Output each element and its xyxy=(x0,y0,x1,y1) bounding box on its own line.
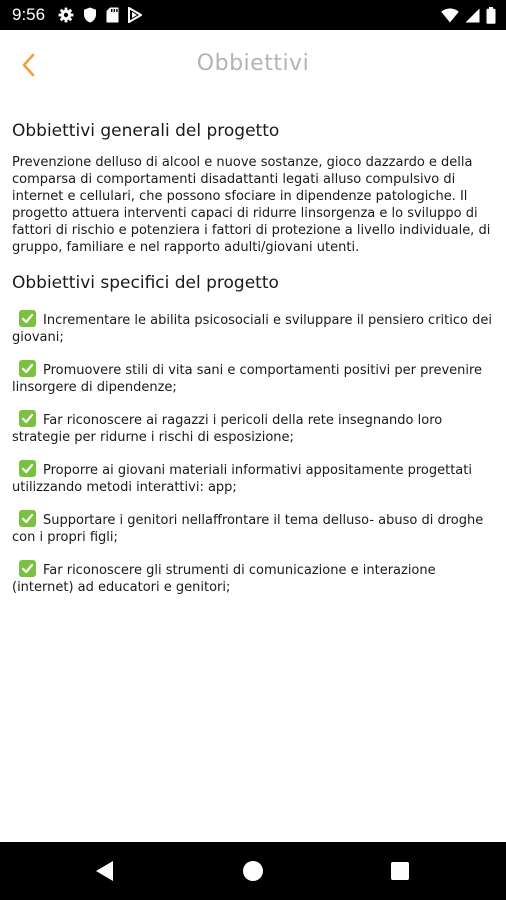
objective-item xyxy=(12,560,494,596)
check-mark-icon xyxy=(19,360,36,377)
wifi-icon xyxy=(441,8,459,23)
objective-text: Promuovere stili di vita sani e comportamenti positivi per prevenire linsorgere di dipendenze; xyxy=(12,363,483,395)
nav-back-button[interactable] xyxy=(94,860,114,886)
signal-icon xyxy=(465,8,480,23)
specific-objectives-heading: Obbiettivi specifici del progetto xyxy=(12,273,279,293)
status-time: 9:56 xyxy=(12,5,46,24)
content-area xyxy=(12,120,494,610)
objective-item xyxy=(12,510,494,546)
objective-item xyxy=(12,360,494,396)
battery-icon xyxy=(486,7,496,24)
navigation-bar xyxy=(0,842,506,900)
page-title: Obbiettivi xyxy=(196,51,310,76)
objective-item xyxy=(12,460,494,496)
status-icons-left xyxy=(58,7,142,23)
app-header xyxy=(0,30,506,98)
shield-icon xyxy=(83,7,97,23)
check-mark-icon xyxy=(19,410,36,427)
general-objectives-heading: Obbiettivi generali del progetto xyxy=(12,121,280,141)
objective-item xyxy=(12,310,494,346)
check-mark-icon xyxy=(19,310,36,327)
check-mark-icon xyxy=(19,560,36,577)
status-bar xyxy=(0,0,506,30)
gear-icon xyxy=(58,7,74,23)
objective-item xyxy=(12,410,494,446)
objective-text: Far riconoscere ai ragazzi i pericoli della rete insegnando loro strategie per ridurne i rischi di esposizione; xyxy=(12,413,443,445)
objective-text: Incrementare le abilita psicosociali e sviluppare il pensiero critico dei giovani; xyxy=(12,313,492,345)
status-icons-right xyxy=(441,7,496,23)
check-mark-icon xyxy=(19,460,36,477)
check-mark-icon xyxy=(19,510,36,527)
sd-card-icon xyxy=(106,7,119,23)
play-protect-icon xyxy=(128,7,142,23)
general-objectives-text: Prevenzione delluso di alcool e nuove sostanze, gioco dazzardo e della comparsa di comportamenti disadattanti legati alluso compulsivo di internet e cellulari, che possono sfociare in dipendenze patologiche. Il progetto attuera interventi capaci di ridurre linsorgenza e lo sviluppo di fattori di rischio e potenziera i fattori di protezione a livello individuale, di gruppo, familiare e nel rapporto adulti/giovani utenti. xyxy=(12,155,491,255)
nav-recents-button[interactable] xyxy=(391,862,409,880)
objective-text: Far riconoscere gli strumenti di comunicazione e interazione (internet) ad educatori e genitori; xyxy=(12,563,436,595)
objective-text: Proporre ai giovani materiali informativi appositamente progettati utilizzando metodi interattivi: app; xyxy=(12,463,472,495)
back-triangle-icon xyxy=(94,867,114,886)
specific-objectives-list xyxy=(12,310,494,596)
nav-home-button[interactable] xyxy=(243,861,263,881)
objective-text: Supportare i genitori nellaffrontare il tema delluso- abuso di droghe con i propri figli; xyxy=(12,513,484,545)
